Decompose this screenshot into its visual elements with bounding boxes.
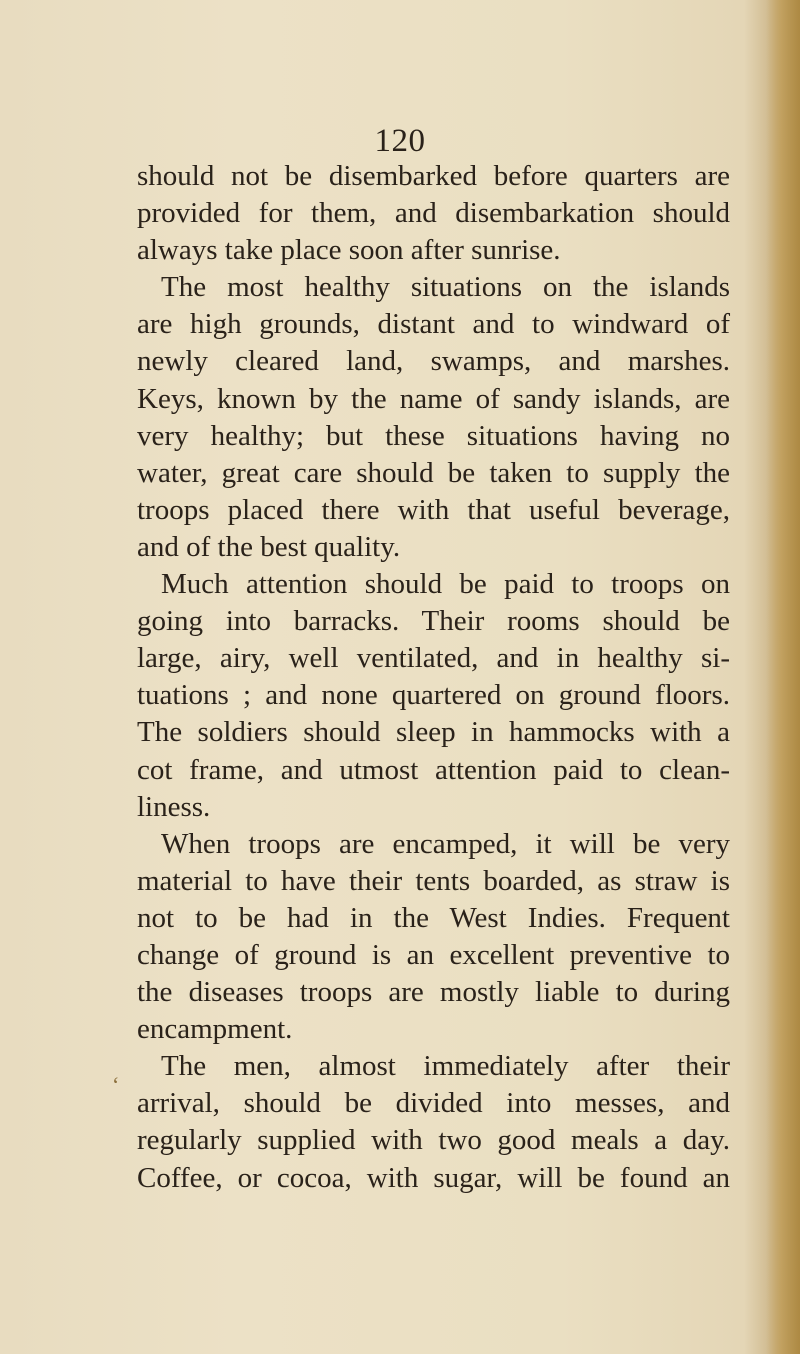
text-line: arrival, should be divided into messes, and bbox=[137, 1087, 730, 1120]
text-line: troops placed there with that useful beverage, bbox=[137, 493, 730, 526]
text-line: The most healthy situations on the islands bbox=[161, 271, 730, 304]
text-line: material to have their tents boarded, as straw is bbox=[137, 864, 730, 897]
text-line: always take place soon after sunrise. bbox=[137, 234, 561, 267]
page-number: 120 bbox=[374, 123, 426, 159]
text-line: water, great care should be taken to supply the bbox=[137, 456, 730, 489]
text-line: The soldiers should sleep in hammocks with a bbox=[137, 716, 730, 749]
body-text bbox=[137, 158, 730, 1197]
text-line: Much attention should be paid to troops on bbox=[161, 568, 730, 601]
text-line: provided for them, and disembarkation should bbox=[137, 197, 730, 230]
text-line: not to be had in the West Indies. Frequent bbox=[137, 901, 730, 934]
text-line: Coffee, or cocoa, with sugar, will be found an bbox=[137, 1161, 730, 1194]
text-line: liness. bbox=[137, 790, 211, 823]
text-line: large, airy, well ventilated, and in healthy si- bbox=[137, 642, 730, 675]
text-line: going into barracks. Their rooms should be bbox=[137, 605, 730, 638]
text-line: regularly supplied with two good meals a day. bbox=[137, 1124, 730, 1157]
text-line: very healthy; but these situations having no bbox=[137, 419, 730, 452]
text-line: tuations ; and none quartered on ground floors. bbox=[137, 679, 730, 712]
text-line: and of the best quality. bbox=[137, 530, 401, 563]
text-line: are high grounds, distant and to windward of bbox=[137, 308, 730, 341]
text-line: should not be disembarked before quarters are bbox=[137, 160, 730, 192]
text-line: Keys, known by the name of sandy islands, are bbox=[137, 382, 730, 415]
text-line: encampment. bbox=[137, 1013, 293, 1046]
text-line: change of ground is an excellent preventive to bbox=[137, 938, 730, 971]
text-line: When troops are encamped, it will be very bbox=[161, 827, 730, 860]
text-line: newly cleared land, swamps, and marshes. bbox=[137, 345, 730, 378]
page-edge-shadow bbox=[766, 0, 800, 1354]
text-line: The men, almost immediately after their bbox=[161, 1050, 730, 1083]
text-line: cot frame, and utmost attention paid to clean- bbox=[137, 753, 730, 786]
margin-mark: ‘ bbox=[112, 1072, 120, 1097]
text-line: the diseases troops are mostly liable to during bbox=[137, 976, 730, 1009]
